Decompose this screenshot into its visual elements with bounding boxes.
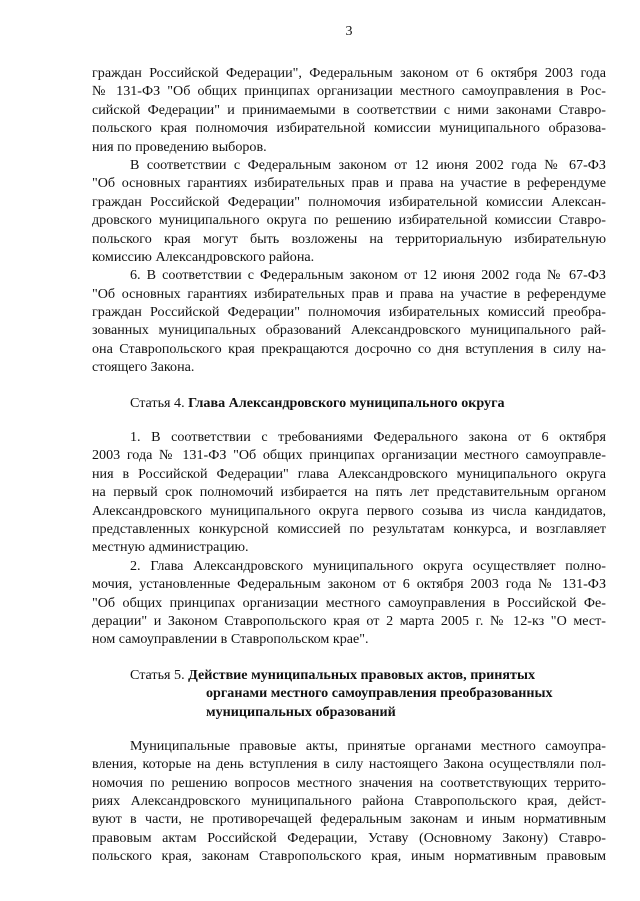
- article-label: Статья 4.: [130, 394, 185, 411]
- article-title-continued: муниципальных образований: [206, 703, 396, 720]
- text-line: дровского муниципального округа по решению избирательной комиссии Ставро-: [92, 212, 606, 229]
- text-line: правовым актам Российской Федерации, Уставу (Основному Закону) Ставро-: [92, 829, 606, 846]
- text-line: польского края могут быть возложены на территориальную избирательную: [92, 230, 606, 247]
- text-line: 1. В соответствии с требованиями Федерального закона от 6 октября: [130, 429, 606, 446]
- text-line: сийской Федерации" и принимаемыми в соответствии с ними законами Ставро-: [92, 101, 606, 118]
- text-line: польского края полномочия избирательной комиссии муниципального образова-: [92, 120, 606, 137]
- text-line: ном самоуправлении в Ставропольском крае".: [92, 631, 369, 648]
- article-heading-row: [130, 666, 606, 684]
- article-5-heading: [92, 666, 606, 721]
- text-line: Муниципальные правовые акты, принятые органами местного самоупра-: [130, 737, 606, 754]
- text-line: вуют в части, не противоречащей федеральным законам и иным нормативным: [92, 811, 606, 828]
- text-line: Александровского муниципального округа первого созыва из числа кандидатов,: [92, 502, 606, 519]
- text-line: вления, которые на день вступления в силу настоящего Закона осуществляли пол-: [92, 756, 606, 773]
- article-title-continued: органами местного самоуправления преобразованных: [206, 685, 553, 702]
- paragraph-municipal-acts: [92, 737, 606, 866]
- text-line: местную администрацию.: [92, 539, 249, 556]
- text-line: дерации" и Законом Ставропольского края от 2 марта 2005 г. № 12-кз "О мест-: [92, 612, 606, 629]
- text-line: она Ставропольского края прекращаются досрочно со дня вступления в силу на-: [92, 340, 606, 357]
- text-line: представленных конкурсной комиссией по результатам конкурса, и возглавляет: [92, 521, 606, 537]
- text-line: граждан Российской Федерации" полномочия избирательных комиссий преобра-: [92, 304, 606, 321]
- paragraph-article-4-item-2: [92, 557, 606, 649]
- paragraph-item-6: [92, 266, 606, 376]
- text-line: комиссию Александровского района.: [92, 248, 315, 265]
- text-line: 2003 года № 131-ФЗ "Об общих принципах организации местного самоуправле-: [92, 447, 606, 464]
- document-body: [92, 64, 606, 866]
- text-line: польского края, законам Ставропольского края, иным нормативным правовым: [92, 848, 606, 865]
- article-title: Глава Александровского муниципального округа: [188, 394, 505, 411]
- text-line: ния в Российской Федерации" глава Александровского муниципального округа: [92, 465, 606, 482]
- text-line: В соответствии с Федеральным законом от 12 июня 2002 года № 67-ФЗ: [130, 156, 606, 173]
- text-line: ния по проведению выборов.: [92, 138, 267, 155]
- text-line: "Об основных гарантиях избирательных прав и права на участие в референдуме: [92, 175, 606, 192]
- paragraph-article-4-item-1: [92, 428, 606, 557]
- page-number: 3: [345, 24, 353, 39]
- article-label: Статья 5.: [130, 666, 185, 683]
- text-line: зованных муниципальных образований Александровского муниципального рай-: [92, 322, 606, 339]
- text-line: № 131-ФЗ "Об общих принципах организации местного самоуправления в Рос-: [92, 83, 606, 100]
- text-line: 6. В соответствии с Федеральным законом от 12 июня 2002 года № 67-ФЗ: [130, 267, 606, 284]
- text-line: риях Александровского муниципального района Ставропольского края, дейст-: [92, 793, 606, 810]
- text-line: "Об основных гарантиях избирательных прав и права на участие в референдуме: [92, 285, 606, 302]
- text-line: на первый срок полномочий избирается на пять лет представительным органом: [92, 484, 606, 501]
- text-line: мочия, установленные Федеральным законом от 6 октября 2003 года № 131-ФЗ: [92, 576, 606, 593]
- text-line: номочия по решению вопросов местного значения на соответствующих террито-: [92, 774, 606, 791]
- text-line: граждан Российской Федерации" полномочия избирательной комиссии Алексан-: [92, 193, 606, 210]
- text-line: граждан Российской Федерации", Федеральным законом от 6 октября 2003 года: [92, 65, 606, 81]
- text-line: 2. Глава Александровского муниципального округа осуществляет полно-: [130, 557, 606, 574]
- text-line: стоящего Закона.: [92, 359, 195, 376]
- paragraph-voting-powers: [92, 64, 606, 156]
- text-line: "Об общих принципах организации местного самоуправления в Российской Фе-: [92, 594, 606, 611]
- article-title: Действие муниципальных правовых актов, принятых: [188, 666, 536, 683]
- article-4-heading: [92, 394, 606, 412]
- paragraph-territorial-commission: [92, 156, 606, 266]
